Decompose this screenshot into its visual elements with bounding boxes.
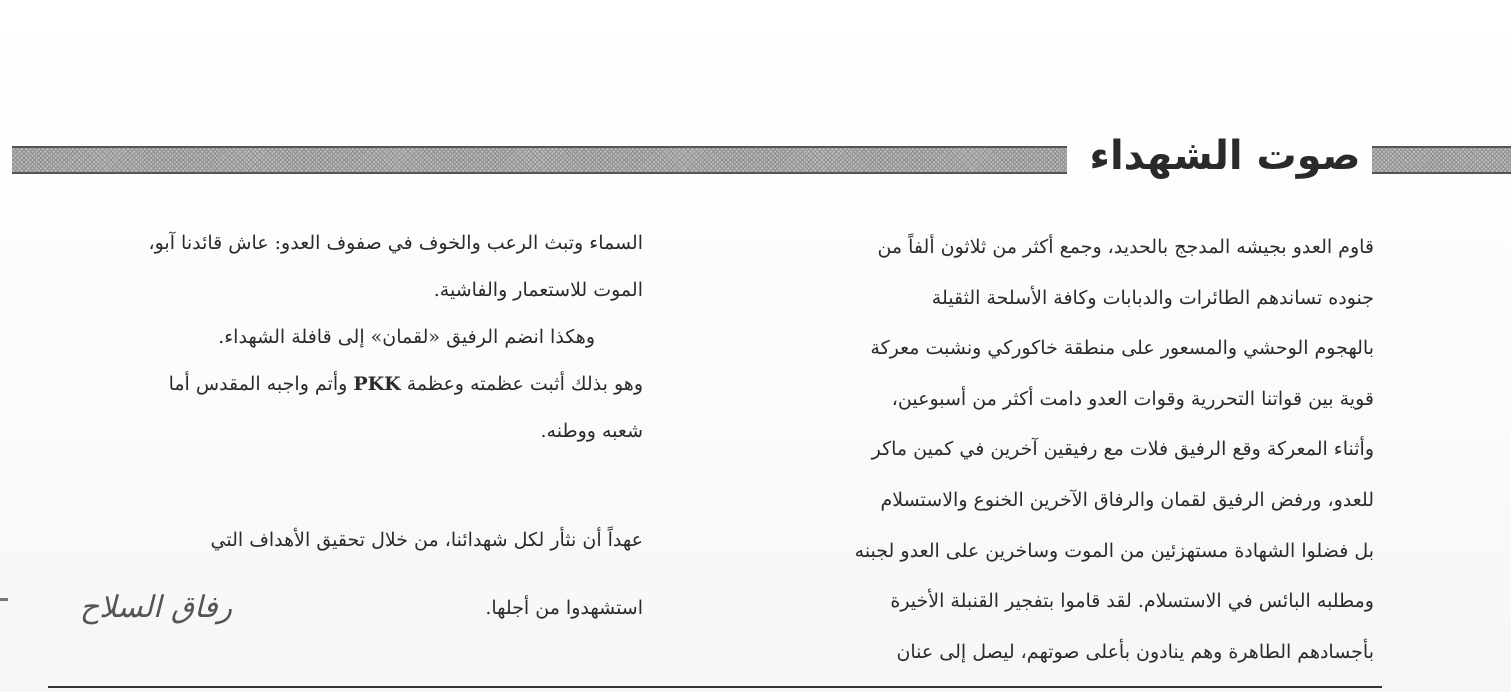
bottom-rule: [48, 686, 1382, 688]
article-line: للعدو، ورفض الرفيق لقمان والرفاق الآخرين الخنوع والاستسلام: [880, 488, 1374, 511]
article-line: السماء وتبث الرعب والخوف في صفوف العدو: عاش قائدنا آبو،: [148, 232, 643, 254]
article-line: ومطلبه البائس في الاستسلام. لقد قاموا بتفجير القنبلة الأخيرة: [890, 590, 1374, 613]
scan-mark: [0, 598, 8, 601]
section-title: صوت الشهداء: [1089, 133, 1361, 179]
article-line: الموت للاستعمار والفاشية.: [433, 279, 643, 301]
party-acronym: PKK: [353, 373, 401, 395]
article-line: شعبه ووطنه.: [540, 420, 643, 442]
article-line: وأثناء المعركة وقع الرفيق فلات مع رفيقين آخرين في كمين ماكر: [871, 438, 1374, 461]
article-line: بل فضلوا الشهادة مستهزئين من الموت وساخرين على العدو لجبنه: [854, 539, 1374, 562]
article-line: بأجسادهم الطاهرة وهم ينادون بأعلى صوتهم، ليصل إلى عنان: [896, 640, 1374, 663]
article-column-left: [48, 220, 643, 564]
article-line: جنوده تساندهم الطائرات والدبابات وكافة الأسلحة الثقيلة: [931, 286, 1374, 309]
article-line: قوية بين قواتنا التحررية وقوات العدو دامت أكثر من أسبوعين،: [891, 387, 1374, 410]
header-stripe-left: [12, 146, 1067, 174]
article-line: عهداً أن نثأر لكل شهدائنا، من خلال تحقيق الأهداف التي: [210, 529, 643, 551]
header-stripe-right: [1372, 146, 1511, 174]
article-line: بالهجوم الوحشي والمسعور على منطقة خاكوركي ونشبت معركة: [870, 337, 1374, 360]
article-line: قاوم العدو بجيشه المدجج بالحديد، وجمع أكثر من ثلاثون ألفاً من: [877, 236, 1374, 258]
article-closing-line: استشهدوا من أجلها.: [485, 597, 643, 619]
paragraph-gap: [48, 455, 643, 517]
article-column-right: [774, 222, 1374, 677]
article-line: [48, 361, 643, 408]
article-text: وأتم واجبه المقدس أما: [168, 373, 354, 395]
section-header: [12, 133, 1511, 179]
article-line: وهكذا انضم الرفيق «لقمان» إلى قافلة الشهداء.: [218, 326, 595, 348]
signature: رفاق السلاح: [79, 590, 233, 625]
article-text: وهو بذلك أثبت عظمته وعظمة: [400, 373, 643, 395]
